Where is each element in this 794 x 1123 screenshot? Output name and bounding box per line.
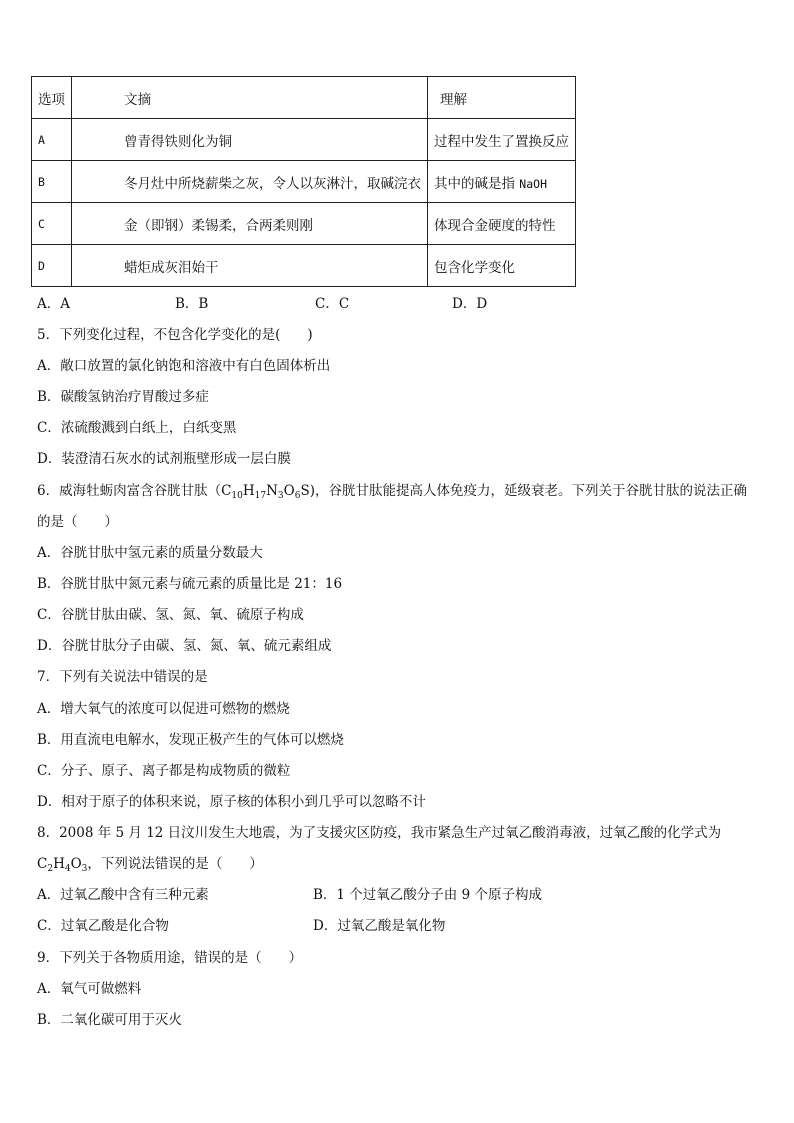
formula-element: O [70, 856, 82, 872]
table-header-row [32, 77, 576, 119]
formula-subscript: 17 [254, 491, 267, 501]
table-header-understanding: 理解 [428, 77, 576, 119]
table-cell-option: D [32, 245, 72, 287]
q7-option-a: A．增大氧气的浓度可以促进可燃物的燃烧 [37, 701, 290, 717]
table-header-option: 选项 [32, 77, 72, 119]
q6-stem-text: S)，谷胱甘肽能提高人体免疫力，延级衰老。下列关于谷胱甘肽的说法正确 [300, 483, 747, 499]
table-row [32, 245, 576, 287]
q6-stem-line2: 的是（ ） [37, 514, 118, 530]
q6-option-c: C．谷胱甘肽由碳、氢、氮、氧、硫原子构成 [37, 607, 304, 623]
table-cell-understanding: 包含化学变化 [428, 245, 576, 287]
formula-subscript: 10 [231, 491, 243, 501]
understanding-formula: NaOH [519, 176, 547, 191]
q5-option-a: A．敞口放置的氯化钠饱和溶液中有白色固体析出 [37, 358, 331, 374]
q6-stem [37, 482, 747, 505]
option-d: D．D [452, 296, 488, 312]
formula-element: H [242, 483, 255, 499]
table-cell-option: C [32, 203, 72, 245]
q6-stem-text: 6．威海牡蛎肉富含谷胱甘肽（C [37, 483, 232, 499]
q5-option-b: B．碳酸氢钠治疗胃酸过多症 [37, 389, 209, 405]
q7-option-d: D．相对于原子的体积来说，原子核的体积小到几乎可以忽略不计 [37, 794, 426, 810]
q8-stem-text: ，下列说法错误的是（ ） [87, 856, 263, 872]
formula-subscript: 6 [294, 491, 301, 501]
option-c: C．C [315, 296, 350, 312]
table-cell-option: A [32, 119, 72, 161]
formula-subscript: 3 [277, 491, 284, 501]
q7-option-b: B．用直流电电解水，发现正极产生的气体可以燃烧 [37, 732, 344, 748]
excerpt-table [31, 76, 576, 287]
table-cell-understanding: 过程中发生了置换反应 [428, 119, 576, 161]
table-header-excerpt: 文摘 [72, 77, 428, 119]
formula-element: H [53, 856, 65, 872]
q9-stem: 9．下列关于各物质用途，错误的是（ ） [37, 950, 303, 966]
q9-option-b: B．二氧化碳可用于灭火 [37, 1012, 182, 1028]
formula-subscript: 3 [81, 864, 88, 874]
q8-option-b: B．1 个过氧乙酸分子由 9 个原子构成 [313, 887, 542, 903]
understanding-text: 其中的碱是指 [434, 175, 520, 192]
q6-option-d: D．谷胱甘肽分子由碳、氢、氮、氧、硫元素组成 [37, 638, 332, 654]
q4-options [37, 295, 487, 313]
formula-element: O [283, 483, 295, 499]
q6-option-a: A．谷胱甘肽中氢元素的质量分数最大 [37, 545, 263, 561]
formula-subscript: 4 [64, 864, 71, 874]
formula-element: C [37, 856, 48, 872]
table-row [32, 119, 576, 161]
option-a: A．A [37, 296, 70, 312]
q8-options-row2 [37, 917, 445, 935]
q8-option-d: D．过氧乙酸是氧化物 [313, 918, 446, 934]
q8-options-row1 [37, 886, 542, 904]
q8-stem: 8．2008 年 5 月 12 日汶川发生大地震，为了支援灾区防疫，我市紧急生产过氧乙酸消毒液，过氧乙酸的化学式为 [37, 825, 722, 841]
q8-option-c: C．过氧乙酸是化合物 [37, 918, 169, 934]
q9-option-a: A．氧气可做燃料 [37, 981, 142, 997]
table-cell-excerpt: 冬月灶中所烧薪柴之灰，令人以灰淋汁，取碱浣衣 [72, 161, 428, 203]
q5-stem: 5．下列变化过程，不包含化学变化的是( ) [37, 327, 313, 343]
q7-option-c: C．分子、原子、离子都是构成物质的微粒 [37, 763, 291, 779]
formula-element: N [266, 483, 278, 499]
q5-option-c: C．浓硫酸溅到白纸上，白纸变黑 [37, 420, 237, 436]
q6-option-b: B．谷胱甘肽中氮元素与硫元素的质量比是 21：16 [37, 576, 343, 592]
q7-stem: 7．下列有关说法中错误的是 [37, 669, 208, 685]
q8-option-a: A．过氧乙酸中含有三种元素 [37, 887, 209, 903]
q8-stem-line2 [37, 855, 263, 878]
table-cell-excerpt: 曾青得铁则化为铜 [72, 119, 428, 161]
table-cell-option: B [32, 161, 72, 203]
option-b: B．B [175, 296, 209, 312]
table-row [32, 161, 576, 203]
table-cell-understanding: 体现合金硬度的特性 [428, 203, 576, 245]
q5-option-d: D．装澄清石灰水的试剂瓶壁形成一层白膜 [37, 451, 291, 467]
table-cell-excerpt: 金（即钢）柔锡柔，合两柔则刚 [72, 203, 428, 245]
table-cell-excerpt: 蜡炬成灰泪始干 [72, 245, 428, 287]
table-row [32, 203, 576, 245]
table-cell-understanding [428, 161, 576, 203]
formula-subscript: 2 [47, 864, 54, 874]
